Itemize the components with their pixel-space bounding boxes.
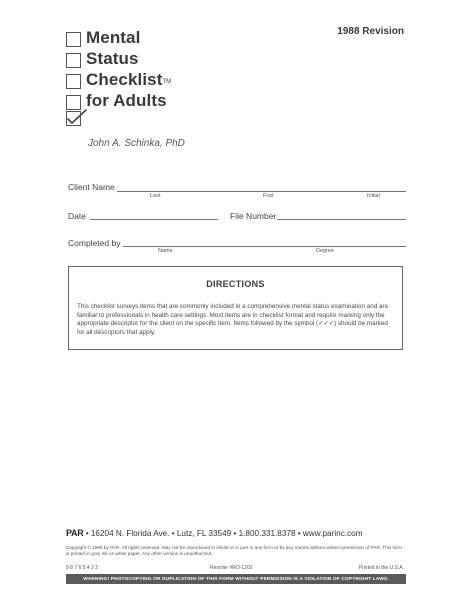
client-name-sub-initial: Initial [367,193,380,199]
par-logo: PAR [66,528,84,538]
completed-by-sub-name: Name [158,248,173,254]
title-line-2 [66,49,139,69]
checkmark-icon [66,108,88,126]
completed-by-label: Completed by [68,238,121,248]
title-word-mental: Mental [86,28,141,47]
trademark-symbol: TM [162,79,172,85]
directions-text: This checklist surveys items that are commonly included in a comprehensive mental status examination and are familiar to professionals in health care settings. Most items are in checklist format and require marking only the appropriate descriptor for the client on the specific item. Items followed by the symbol (✓✓✓) should be marked for all descriptors that apply. [77,303,389,336]
title-word-status: Status [86,49,139,68]
client-name-sub-last: Last [150,193,161,199]
address-text: • 16204 N. Florida Ave. • Lutz, FL 33549 • 1.800.331.8378 • www.parinc.com [85,529,363,538]
date-label: Date [68,211,86,221]
directions-box [68,266,403,350]
checkbox-icon [66,53,81,68]
publisher-address [66,528,363,538]
file-number-label: File Number [230,211,277,221]
title-word-for-adults: for Adults [86,91,167,110]
checkbox-icon [66,74,81,89]
checked-checkbox-icon [66,111,81,126]
title-line-5 [66,110,86,125]
checkbox-icon [66,32,81,47]
date-line[interactable] [90,219,218,220]
title-line-1 [66,28,140,48]
author-name: John A. Schinka, PhD [88,138,185,149]
client-name-line[interactable] [117,191,406,192]
file-number-line[interactable] [277,219,406,220]
directions-title: DIRECTIONS [206,279,265,289]
print-code: 9 8 7 6 5 4 3 2 [66,565,98,571]
client-name-sub-first: First [263,193,274,199]
completed-by-line[interactable] [123,246,406,247]
title-word-checklist: Checklist [86,70,163,89]
revision-label: 1988 Revision [337,26,404,37]
client-name-label: Client Name [68,182,115,192]
completed-by-sub-degree: Degree [316,248,335,254]
printed-in-label: Printed in the U.S.A. [358,565,404,571]
title-line-3 [66,70,171,90]
copyright-warning-bar: WARNING! PHOTOCOPYING OR DUPLICATION OF THIS FORM WITHOUT PERMISSION IS A VIOLATION OF COPYRIGHT LAWS. [66,574,406,584]
copyright-notice: Copyright © 1985 by PAR. All rights reserved. May not be reproduced in whole or in part in any form or by any means without written permission of PAR. This form is printed in grey ink on white paper. Any other version is unauthorized. [66,545,402,557]
reorder-number: Reorder #RO-1202 [210,565,253,571]
